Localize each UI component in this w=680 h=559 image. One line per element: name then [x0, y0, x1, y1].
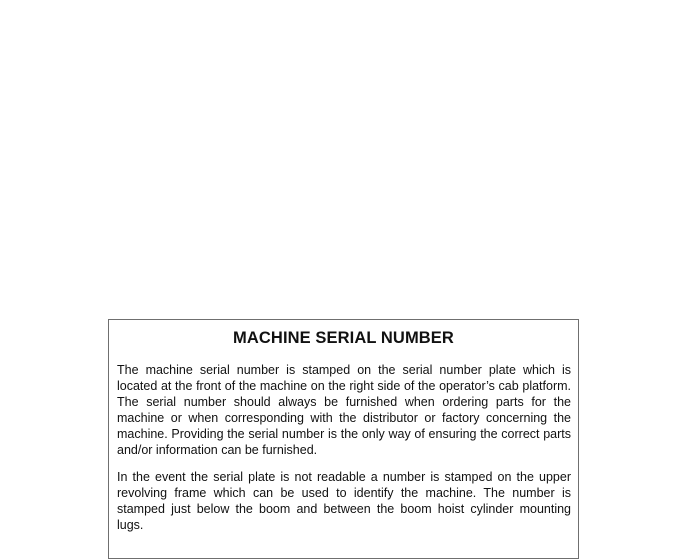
unreadable-plate-paragraph: In the event the serial plate is not readable a number is stamped on the upper revolving frame which can be used to identify the machine. The number is stamped just below the boom and between the boom hoist cylinder mounting lugs. [117, 470, 571, 532]
serial-number-notice-box [108, 319, 579, 559]
section-title: MACHINE SERIAL NUMBER [233, 329, 454, 347]
serial-plate-location-paragraph: The machine serial number is stamped on the serial number plate which is located at the front of the machine on the right side of the operator’s cab platform. The serial number should always be furnished when ordering parts for the machine or when corresponding with the distributor or factory concerning the machine. Providing the serial number is the only way of ensuring the correct parts and/or information can be furnished. [117, 363, 571, 457]
